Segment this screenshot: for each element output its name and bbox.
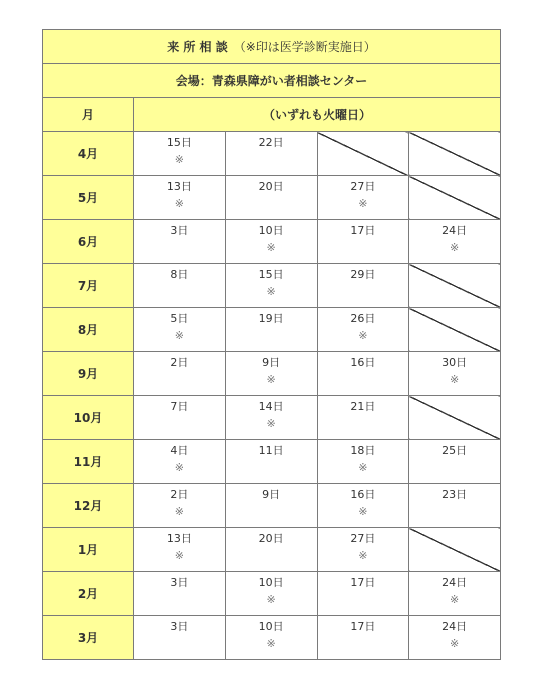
day-label: 7日 [170,400,189,413]
consultation-day-cell [409,220,501,264]
day-label: 13日 [166,532,192,545]
medical-exam-mark: ※ [266,285,276,298]
consultation-day-cell [134,528,226,572]
month-row [43,352,501,396]
venue-label: 会場：青森県障がい者相談センター [175,74,368,88]
medical-exam-mark: ※ [450,637,460,650]
day-label: 10日 [258,224,284,237]
day-label: 10日 [258,620,284,633]
day-label: 15日 [258,268,284,281]
consultation-day-cell [317,176,409,220]
day-label: 2日 [170,356,189,369]
medical-exam-mark: ※ [450,241,460,254]
consultation-day-cell [134,264,226,308]
day-label: 25日 [442,444,468,457]
month-label: 4月 [43,132,134,176]
consultation-day-cell [409,440,501,484]
consultation-day-cell [225,308,317,352]
consultation-day-cell [409,616,501,660]
medical-exam-mark: ※ [266,373,276,386]
consultation-schedule-table [42,29,501,660]
day-label: 14日 [258,400,284,413]
days-header-label: （いずれも火曜日） [262,108,371,122]
month-row [43,220,501,264]
day-label: 24日 [442,224,468,237]
empty-slot-cell [409,132,501,176]
medical-exam-mark: ※ [358,329,368,342]
medical-exam-mark: ※ [174,549,184,562]
consultation-day-cell [134,616,226,660]
consultation-day-cell [225,352,317,396]
day-label: 5日 [170,312,189,325]
medical-exam-mark: ※ [358,549,368,562]
table-title: 来 所 相 談 [167,40,228,54]
consultation-day-cell [225,440,317,484]
consultation-day-cell [134,484,226,528]
month-row [43,484,501,528]
day-label: 17日 [350,224,376,237]
month-label: 2月 [43,572,134,616]
day-label: 27日 [350,532,376,545]
medical-exam-mark: ※ [266,417,276,430]
month-row [43,308,501,352]
month-row [43,396,501,440]
day-label: 26日 [350,312,376,325]
day-label: 22日 [258,136,284,149]
consultation-day-cell [409,572,501,616]
month-row [43,616,501,660]
empty-slot-cell [409,528,501,572]
month-row [43,572,501,616]
day-label: 29日 [350,268,376,281]
consultation-day-cell [409,484,501,528]
month-row [43,176,501,220]
day-label: 16日 [350,488,376,501]
days-column-header [134,98,501,132]
day-label: 24日 [442,576,468,589]
consultation-day-cell [134,220,226,264]
consultation-day-cell [317,396,409,440]
month-label: 1月 [43,528,134,572]
medical-exam-mark: ※ [174,505,184,518]
consultation-day-cell [134,308,226,352]
consultation-day-cell [409,352,501,396]
empty-slot-cell [317,132,409,176]
day-label: 15日 [166,136,192,149]
consultation-day-cell [225,396,317,440]
medical-exam-mark: ※ [450,373,460,386]
consultation-day-cell [134,176,226,220]
consultation-day-cell [317,440,409,484]
table-title-cell [43,30,501,64]
medical-exam-mark: ※ [266,637,276,650]
medical-exam-mark: ※ [450,593,460,606]
day-label: 19日 [258,312,284,325]
empty-slot-cell [409,264,501,308]
day-label: 21日 [350,400,376,413]
consultation-day-cell [317,616,409,660]
consultation-day-cell [225,220,317,264]
month-label: 10月 [43,396,134,440]
month-label: 5月 [43,176,134,220]
table-title-note: （※印は医学診断実施日） [233,40,376,54]
medical-exam-mark: ※ [174,153,184,166]
month-header-label: 月 [81,108,94,122]
consultation-day-cell [317,352,409,396]
consultation-day-cell [317,308,409,352]
consultation-day-cell [134,132,226,176]
month-label: 6月 [43,220,134,264]
consultation-day-cell [225,484,317,528]
medical-exam-mark: ※ [358,461,368,474]
consultation-day-cell [225,616,317,660]
consultation-day-cell [317,528,409,572]
month-label: 3月 [43,616,134,660]
month-label: 11月 [43,440,134,484]
day-label: 10日 [258,576,284,589]
day-label: 9日 [262,356,281,369]
month-row [43,264,501,308]
month-label: 8月 [43,308,134,352]
day-label: 24日 [442,620,468,633]
consultation-day-cell [317,572,409,616]
day-label: 17日 [350,620,376,633]
consultation-day-cell [225,264,317,308]
month-row [43,528,501,572]
day-label: 3日 [170,620,189,633]
day-label: 18日 [350,444,376,457]
medical-exam-mark: ※ [174,197,184,210]
medical-exam-mark: ※ [174,461,184,474]
month-column-header [43,98,134,132]
day-label: 17日 [350,576,376,589]
consultation-day-cell [317,220,409,264]
empty-slot-cell [409,176,501,220]
empty-slot-cell [409,396,501,440]
day-label: 13日 [166,180,192,193]
medical-exam-mark: ※ [266,593,276,606]
day-label: 2日 [170,488,189,501]
consultation-day-cell [317,484,409,528]
empty-slot-cell [409,308,501,352]
month-label: 7月 [43,264,134,308]
medical-exam-mark: ※ [358,505,368,518]
day-label: 3日 [170,224,189,237]
consultation-day-cell [225,132,317,176]
consultation-day-cell [134,396,226,440]
medical-exam-mark: ※ [266,241,276,254]
day-label: 11日 [258,444,284,457]
day-label: 23日 [442,488,468,501]
consultation-day-cell [134,352,226,396]
day-label: 27日 [350,180,376,193]
consultation-day-cell [225,176,317,220]
day-label: 20日 [258,532,284,545]
day-label: 9日 [262,488,281,501]
day-label: 3日 [170,576,189,589]
month-row [43,440,501,484]
consultation-day-cell [134,572,226,616]
medical-exam-mark: ※ [174,329,184,342]
day-label: 30日 [442,356,468,369]
consultation-day-cell [317,264,409,308]
month-row [43,132,501,176]
venue-cell [43,64,501,98]
consultation-day-cell [225,572,317,616]
day-label: 20日 [258,180,284,193]
consultation-day-cell [134,440,226,484]
medical-exam-mark: ※ [358,197,368,210]
day-label: 8日 [170,268,189,281]
day-label: 16日 [350,356,376,369]
month-label: 12月 [43,484,134,528]
day-label: 4日 [170,444,189,457]
month-label: 9月 [43,352,134,396]
consultation-day-cell [225,528,317,572]
